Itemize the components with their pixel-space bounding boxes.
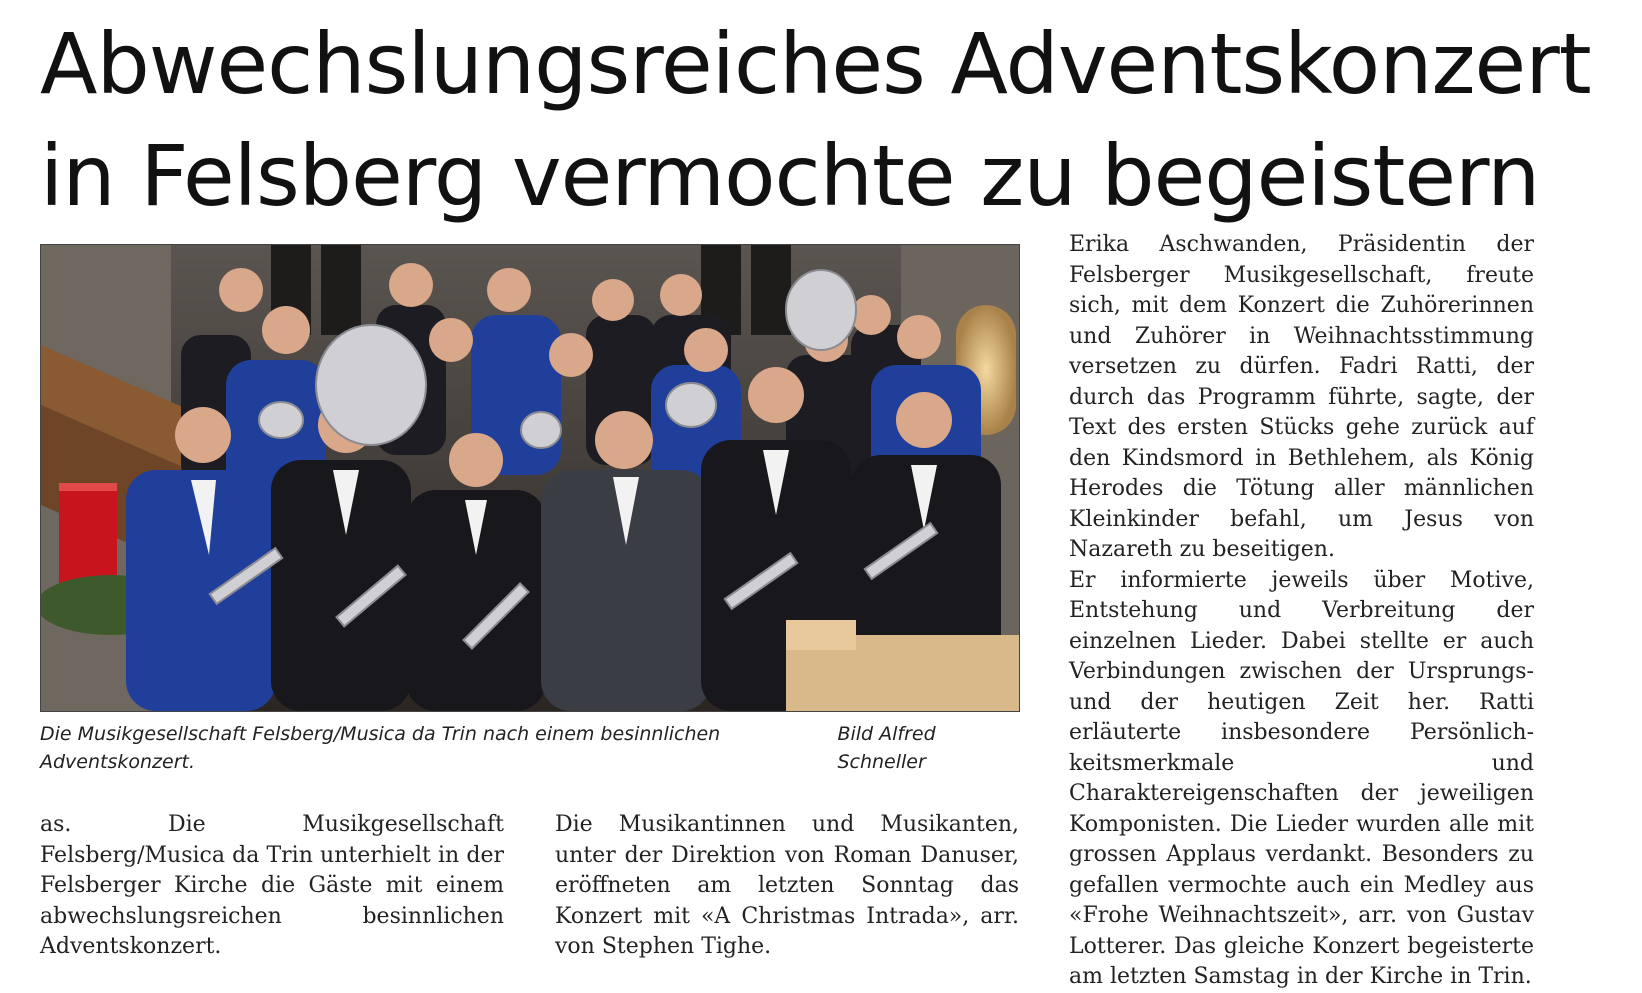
caption-text: Die Musikgesellschaft Felsberg/Musica da Trin nach einem besinnlichen Adventskonzert.: [40, 723, 721, 773]
body-column-1: [40, 810, 504, 963]
body-paragraph: Erika Aschwanden, Präsidentin der Felsberger Musikgesellschaft, freute sich, mit dem Konzert die Zuhörerinnen und Zuhörer in Weihnachtsstimmung versetzen zu dürfen. Fadri Ratti, der durch das Programm führte, sagte, der Text des ersten Stücks gehe zurück auf den Kindsmord in Bethlehem, als König Herodes die Tötung aller männlichen Kleinkinder befahl, um Jesus von Nazareth zu beseitigen.: [1069, 232, 1534, 562]
body-column-2: [555, 810, 1019, 963]
body-paragraph: Er informierte jeweils über Motive, Entstehung und Verbreitung der einzelnen Lieder. Dabei stellte er auch Verbindungen zwischen der Ursprungs- und der heutigen Zeit her. Ratti erläuterte insbesondere Persönlichkeitsmerkmale und Charaktereigenschaften der jeweiligen Komponisten. Die Lieder wurden alle mit grossen Applaus verdankt. Besonders zu gefallen vermochte auch ein Medley aus «Frohe Weihnachtszeit», arr. von Gustav Lotterer. Das gleiche Konzert begeisterte am letzten Samstag in der Kirche in Trin.: [1069, 567, 1534, 989]
group-photo-image: [41, 245, 1019, 711]
headline-line-2: in Felsberg vermochte zu begeistern: [40, 127, 1540, 225]
group-photo: [40, 244, 1020, 712]
body-column-3: [1069, 230, 1534, 993]
body-paragraph: as. Die Musikgesellschaft Felsberg/Musica da Trin unterhielt in der Felsberger Kirche die Gäste mit einem abwechslungsreichen besinnlichen Adventskonzert.: [40, 812, 504, 959]
photo-credit: Bild Alfred Schneller: [837, 723, 936, 773]
body-paragraph: Die Musikantinnen und Musikanten, unter der Direktion von Roman Danuser, eröffneten am letzten Sonntag das Konzert mit «A Christmas Intrada», arr. von Stephen Tighe.: [555, 812, 1019, 959]
headline: [40, 8, 1620, 232]
photo-caption: [40, 720, 1020, 776]
headline-line-1: Abwechslungsreiches Adventskonzert: [40, 15, 1591, 113]
